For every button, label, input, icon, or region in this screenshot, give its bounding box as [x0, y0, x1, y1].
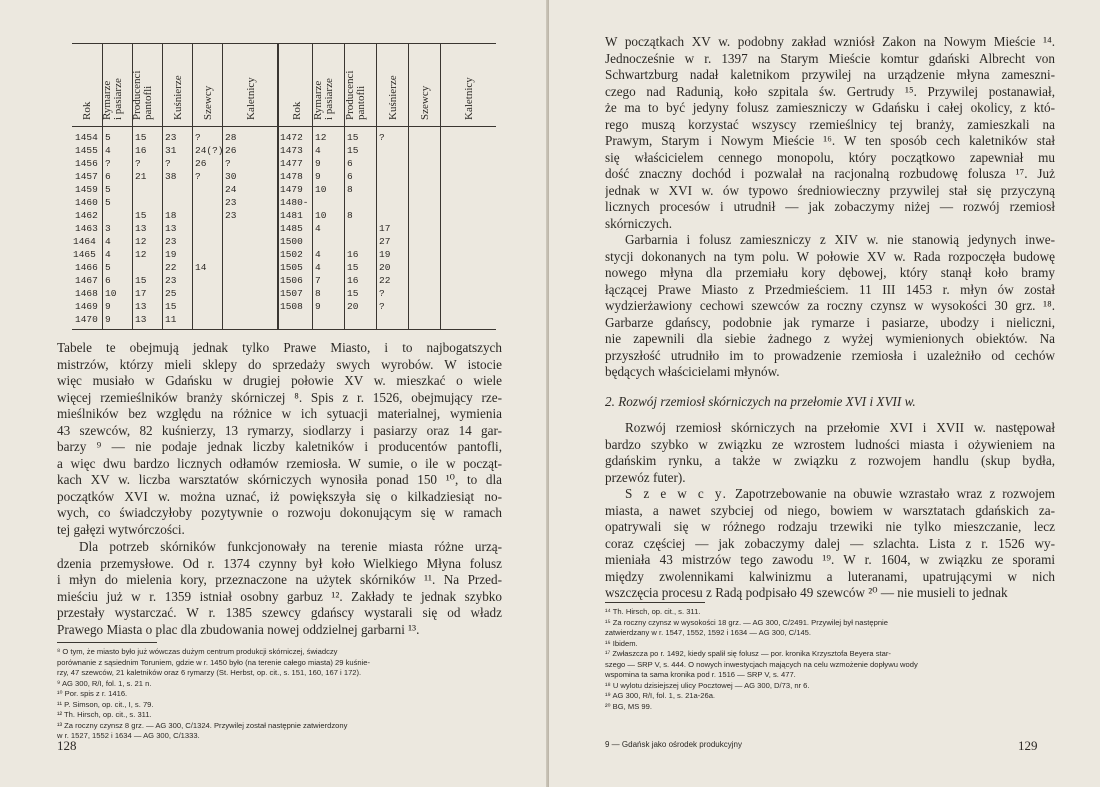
text-line: wych, co świadczyłoby pozytywnie o rozwoju dokonującym się w ramach — [57, 505, 502, 520]
table-cell: 1454 — [75, 132, 98, 143]
text-line: więc musiało w Gdańsku w drugiej połowie XV w. mieszkać o wiele — [57, 373, 502, 388]
left-footnotes: ⁸ O tym, że miasto było już wówczas dużym centrum produkcji skórniczej, świadczy porównanie z sąsiednim Toruniem, gdzie w r. 1450 było (na terenie całego miasta) 29 kuśnie- rzy, 47 szewców, 21 kaletników oraz 6 rymarzy (St. Herbst, op. cit., s. 151, 160, 167 i 172). ⁹ AG 300, R/I, fol. 1, s. 21 n. ¹⁰ Por. spis z r. 1416. ¹¹ P. Simson, op. cit., I, s. 79. ¹² Th. Hirsch, op. cit., s. 311. ¹³ Za roczny czynsz 8 grz. — AG 300, C/1324. Przywilej został następnie zatwierdzony w r. 1527, 1552 i 1634 — AG 300, C/1333. — [57, 647, 371, 740]
text-line: Garbarze gdańscy, podobnie jak rymarze i pasiarze, ubodzy i nieliczni, — [605, 314, 1055, 330]
table-cell: 22 — [165, 262, 177, 273]
text-line: wszczęcia procesu z Radą podpisało 49 szewców ²⁰ — nie musieli to jednak — [605, 585, 1008, 600]
text-line: dzenia przemysłowe. Od r. 1374 czynny był koło Wielkiego Młyna folusz — [57, 555, 502, 571]
text-line: wydzierżawiony cechowi szewców za roczny czynsz w wysokości 30 grz. ¹⁸. — [605, 298, 1055, 313]
table-column-header — [440, 44, 497, 126]
text-line: opatrywali się w różnego rodzaju trzewiki nie tylko mieszczanie, lecz — [605, 519, 1055, 534]
table-cell: 4 — [315, 262, 321, 273]
table-cell: 1465 — [73, 249, 96, 260]
table-cell: 24 — [225, 184, 237, 195]
table-cell: ? — [379, 132, 385, 143]
column-header-label: Rok — [81, 101, 93, 120]
footnote-rule — [57, 642, 157, 643]
footnote-rule — [605, 602, 705, 603]
table-cell: 1473 — [280, 145, 303, 156]
table-cell: 1470 — [75, 314, 98, 325]
table-column-rule — [132, 126, 133, 329]
column-header-label: Producenci pantofli — [131, 70, 154, 120]
text-line: jednak w XVI w. ów typowo średniowieczny przywilej stał się przyczyną — [605, 182, 1055, 198]
table-cell: ? — [165, 158, 171, 169]
right-paragraph-3 — [605, 420, 1055, 486]
text-line: łączącej Prawe Miasto z Przedmieściem. 11 III 1453 r. młyn ów został — [605, 281, 1055, 297]
table-cell: 9 — [315, 171, 321, 182]
table-cell: 4 — [105, 145, 111, 156]
table-column-header — [376, 44, 409, 126]
text-line: Tabele te obejmują jednak tylko Prawe Miasto, i to najbogatszych — [57, 340, 502, 355]
running-footer: 9 — Gdańsk jako ośrodek produkcyjny — [605, 740, 742, 749]
table-column-header — [344, 44, 377, 126]
table-cell: 8 — [315, 288, 321, 299]
table-cell: 38 — [165, 171, 177, 182]
table-column-rule — [312, 126, 313, 329]
table-cell: 1468 — [75, 288, 98, 299]
text-line: skórniczych. — [605, 215, 673, 231]
column-header-label: Rok — [290, 101, 303, 120]
text-line: tej gałęzi wytwórczości. — [57, 521, 185, 537]
text-line: przestały wystarczać. W r. 1385 szewcy gdańscy wystarali się od władz — [57, 605, 502, 620]
table-cell: 1455 — [75, 145, 98, 156]
table-column-header — [277, 44, 314, 126]
text-line: Dla potrzeb skórników funkcjonowały na terenie miasta różne urzą- — [79, 539, 502, 554]
table-cell: 1507 — [280, 288, 303, 299]
table-cell: 26 — [195, 158, 207, 169]
table-cell: 6 — [347, 171, 353, 182]
table-column-header — [222, 44, 278, 126]
table-cell: 24(?) — [195, 145, 224, 156]
text-line: Prawego Miasta o plac dla zbudowania nowej oddzielnej garbarni ¹³. — [57, 621, 420, 637]
table-cell: 1460 — [75, 197, 98, 208]
table-cell: 15 — [347, 132, 359, 143]
table-cell: 30 — [225, 171, 237, 182]
table-cell: 23 — [165, 236, 177, 247]
table-cell: ? — [195, 132, 201, 143]
run-in-heading: S z e w c y. — [625, 486, 728, 501]
table-cell: ? — [379, 301, 385, 312]
table-cell: 1478 — [280, 171, 303, 182]
table-cell: 14 — [195, 262, 207, 273]
table-column-rule — [162, 126, 163, 329]
text-line: stycji dokonanych na tym polu. W połowie XV w. Rada rozpoczęła budowę — [605, 248, 1055, 264]
table-cell: 27 — [379, 236, 391, 247]
text-line: że ma to być jedyny folusz zamieszniczy w Gdańsku i całej okolicy, z któ- — [605, 100, 1055, 115]
text-line: bardzo szybko w związku ze wzrostem ludności miasta i ożywieniem na — [605, 436, 1055, 452]
table-cell: ? — [135, 158, 141, 169]
table-cell: 15 — [135, 275, 147, 286]
table-cell: 6 — [105, 275, 111, 286]
column-header-label: Kaletnicy — [244, 77, 257, 120]
table-column-header — [132, 44, 163, 126]
text-line: dość znaczny dochód i pozwalał na racjonalną rozbudowę folusza ¹⁷. Już — [605, 166, 1055, 181]
column-header-label: Szewcy — [202, 85, 214, 120]
table-cell: 12 — [135, 249, 147, 260]
table-cell: 13 — [135, 301, 147, 312]
table-cell: 1469 — [75, 301, 98, 312]
text-line: mieniała 43 mistrzów tego zawodu ¹⁹. W r. 1604, w związku ze sporami — [605, 552, 1055, 567]
table-cell: 12 — [315, 132, 327, 143]
text-line: mieślników bez względu na różnice w ich sytuacji materialnej, wymienia — [57, 406, 502, 421]
table-column-header — [102, 44, 133, 126]
text-line: więcej rzemieślników branży skórniczej ⁸. Spis z r. 1526, obejmujący rze- — [57, 389, 502, 405]
table-column-rule — [440, 126, 441, 329]
column-header-label: Kuśnierze — [387, 75, 399, 120]
table-cell: 4 — [315, 145, 321, 156]
text-line: Garbarnia i folusz zamieszniczy z XIV w. nie stanowią jedynych inwe- — [625, 232, 1055, 247]
table-cell: 1456 — [75, 158, 98, 169]
page-number-right: 129 — [1018, 738, 1038, 753]
text-line: mistrzów, którzy mieli sklepy do sprzedaży swych wyrobów. W istocie — [57, 356, 502, 372]
text-line: rego muszą korzystać wszyscy rzemieślnicy tej branży, zamieszkali na — [605, 116, 1055, 132]
table-column-header — [192, 44, 223, 126]
table-cell: 8 — [347, 210, 353, 221]
table-cell: 4 — [105, 236, 111, 247]
column-header-label: Rymarze i pasiarze — [312, 78, 335, 120]
table-cell: 15 — [347, 145, 359, 156]
text-line: początków XVI w. można uznać, iż powiększyła się o kilkadziesiąt no- — [57, 488, 502, 504]
column-header-label: Szewcy — [419, 85, 431, 120]
text-line: 43 szewców, 82 kuśnierzy, 13 rymarzy, siodlarzy i pasiarzy oraz 14 gar- — [57, 422, 502, 438]
table-cell: 13 — [135, 223, 147, 234]
table-cell: 1462 — [75, 210, 98, 221]
text-line: przyszłość utrudniło im to prowadzenie rzemiosła i uzależniło od cechów — [605, 347, 1055, 363]
right-paragraph-4 — [605, 486, 1055, 602]
table-cell: 7 — [315, 275, 321, 286]
table-cell: 10 — [315, 210, 327, 221]
table-cell: 22 — [379, 275, 391, 286]
table-cell: 1459 — [75, 184, 98, 195]
table-cell: 1463 — [75, 223, 98, 234]
table-cell: 1502 — [280, 249, 303, 260]
table-cell: 25 — [165, 288, 177, 299]
table-cell: 12 — [135, 236, 147, 247]
table-cell: 1506 — [280, 275, 303, 286]
table-cell: 1467 — [75, 275, 98, 286]
text-line: nie zapewnili dla siebie żadnego z wyżej wymienionych obiektów. Na — [605, 331, 1055, 346]
text-line: a więc dwu bardzo licznych odłamów rzemiosła. W sumie, o ile w począt- — [57, 455, 502, 471]
table-cell: 28 — [225, 132, 237, 143]
left-page — [0, 0, 549, 787]
table-cell: 31 — [165, 145, 177, 156]
table-cell: 9 — [315, 301, 321, 312]
table-cell: 21 — [135, 171, 147, 182]
text-line: Rozwój rzemiosł skórniczych na przełomie XVI i XVII w. następował — [625, 420, 1055, 435]
table-cell: 20 — [379, 262, 391, 273]
table-cell: 15 — [135, 210, 147, 221]
text-line: kach XV w. liczba warsztatów skórniczych wynosiła ponad 150 ¹⁰, to dla — [57, 472, 502, 487]
text-line: barzy ⁹ — nie podaje jednak liczby kaletników i producentów pantofli, — [57, 439, 502, 454]
table-cell: 23 — [225, 210, 237, 221]
table-column-header — [312, 44, 345, 126]
table-column-rule — [192, 126, 193, 329]
text-line: miasta, a nawet szybciej od niego, bowiem w warsztatach gdańskich za- — [605, 502, 1055, 518]
table-column-header — [72, 44, 102, 126]
table-cell: ? — [225, 158, 231, 169]
table-cell: 16 — [347, 249, 359, 260]
table-cell: 13 — [135, 314, 147, 325]
table-cell: 6 — [105, 171, 111, 182]
table-cell: 23 — [165, 132, 177, 143]
table-cell: 6 — [347, 158, 353, 169]
column-header-label: Rymarze i pasiarze — [101, 78, 124, 120]
text-line: będących właścicielami młynów. — [605, 364, 780, 379]
table-cell: 9 — [105, 314, 111, 325]
text-line: nowego młyna dla przemiału kory dębowej, który stanął koło bramy — [605, 265, 1055, 280]
table-cell: 10 — [315, 184, 327, 195]
table-cell: 23 — [165, 275, 177, 286]
table-cell: 8 — [347, 184, 353, 195]
text-line: W początkach XV w. podobny zakład wzniósł Zakon na Nowym Mieście ¹⁴. — [605, 34, 1055, 49]
text-line: między zwolennikami kalwinizmu a luteranami, upatrującymi w nich — [605, 568, 1055, 584]
table-cell: 13 — [165, 223, 177, 234]
table-cell: 17 — [135, 288, 147, 299]
table-cell: 5 — [105, 132, 111, 143]
table-column-rule — [344, 126, 345, 329]
column-header-label: Kuśnierze — [172, 75, 184, 120]
table-cell: 26 — [225, 145, 237, 156]
table-cell: 17 — [379, 223, 391, 234]
column-header-label: Producenci pantofli — [344, 70, 367, 120]
table-cell: 15 — [347, 288, 359, 299]
text-line: Prawym, Starym i Nowym Mieście ¹⁶. W ten sposób cech kaletników stał — [605, 133, 1055, 148]
table-cell: 4 — [105, 249, 111, 260]
table-cell: 1481 — [280, 210, 303, 221]
text-line: przewóz futer). — [605, 469, 686, 485]
table-cell: 4 — [315, 249, 321, 260]
column-header-label: Kaletnicy — [463, 77, 475, 120]
table-column-rule — [408, 126, 409, 329]
text-line: licznych procesów i utrudnił — jak zobaczymy niżej — rozwój rzemiosł — [605, 199, 1055, 214]
text-line: mieściu już w r. 1359 istniał osobny garbuz ¹². Zakłady te jednak szybko — [57, 588, 502, 604]
table-cell: ? — [105, 158, 111, 169]
table-column-rule — [277, 126, 279, 329]
table-column-rule — [376, 126, 377, 329]
table-cell: 15 — [347, 262, 359, 273]
table-column-header — [408, 44, 441, 126]
table-cell: 1508 — [280, 301, 303, 312]
table-cell: ? — [379, 288, 385, 299]
table-cell: ? — [195, 171, 201, 182]
table-cell: 5 — [105, 184, 111, 195]
text-line: coraz częściej — jak zobaczymy dalej — szlachta. Lista z r. 1526 wy- — [605, 535, 1055, 551]
craftsmen-table — [72, 43, 496, 330]
table-cell: 5 — [105, 197, 111, 208]
left-paragraph-1 — [57, 340, 502, 538]
table-cell: 11 — [165, 314, 177, 325]
text-line: S z e w c y. Zapotrzebowanie na obuwie wzrastało wraz z rozwojem — [625, 486, 1055, 501]
table-cell: 1500 — [280, 236, 303, 247]
table-cell: 1505 — [280, 262, 303, 273]
page-number-left: 128 — [57, 738, 77, 753]
table-cell: 1479 — [280, 184, 303, 195]
table-header — [72, 44, 496, 127]
table-cell: 10 — [105, 288, 117, 299]
table-column-header — [162, 44, 193, 126]
right-paragraph-1 — [605, 34, 1055, 232]
table-cell: 1457 — [75, 171, 98, 182]
text-line: czego nad Radunią, koło szpitala św. Gertrudy ¹⁵. Przywilej postanawiał, — [605, 83, 1055, 99]
table-cell: 16 — [347, 275, 359, 286]
table-cell: 1477 — [280, 158, 303, 169]
table-cell: 3 — [105, 223, 111, 234]
table-cell: 1466 — [75, 262, 98, 273]
text-line: się właścicielem cennego monopolu, który początkowo zapewniał mu — [605, 149, 1055, 165]
text-line: Schwartzburg nadał kaletnikom przywilej na urządzenie młyna zameszni- — [605, 67, 1055, 82]
right-paragraph-2 — [605, 232, 1055, 381]
table-cell: 4 — [315, 223, 321, 234]
text-line: Jednocześnie w r. 1397 na Starym Mieście komtur gdański Albrecht von — [605, 50, 1055, 66]
table-cell: 5 — [105, 262, 111, 273]
table-cell: 15 — [165, 301, 177, 312]
text-line: i młyn do mielenia kory, przeznaczone na użytek skórników ¹¹. Na Przed- — [57, 572, 502, 587]
table-column-rule — [102, 126, 103, 329]
table-cell: 16 — [135, 145, 147, 156]
table-cell: 18 — [165, 210, 177, 221]
left-paragraph-2 — [57, 539, 502, 638]
table-cell: 1472 — [280, 132, 303, 143]
right-footnotes: ¹⁴ Th. Hirsch, op. cit., s. 311. ¹⁵ Za roczny czynsz w wysokości 18 grz. — AG 300, C/2491. Przywilej był następnie zatwierdzany w r. 1547, 1552, 1592 i 1634 — AG 300, C/145. ¹⁶ Ibidem. ¹⁷ Zwłaszcza po r. 1492, kiedy spalił się folusz — por. kronika Krzysztofa Beyera star- szego — SRP V, s. 444. O nowych inwestycjach mających na celu wzmożenie dopływu wody wspomina ta sama kronika pod r. 1516 — SRP V, s. 477. ¹⁸ U wylotu dzisiejszej ulicy Pocztowej — AG 300, D/73, nr 6. ¹⁹ AG 300, R/I, fol. 1, s. 21a-26a. ²⁰ BG, MS 99. — [605, 607, 918, 711]
table-cell: 1464 — [73, 236, 96, 247]
table-cell: 1480- — [280, 197, 309, 208]
section-heading: 2. Rozwój rzemiosł skórniczych na przełomie XVI i XVII w. — [605, 394, 916, 409]
text-line: gdańskim rynku, a także w związku z rozwojem handlu (skup bydła, — [605, 453, 1055, 468]
table-cell: 19 — [165, 249, 177, 260]
table-cell: 15 — [135, 132, 147, 143]
table-cell: 19 — [379, 249, 391, 260]
table-cell: 9 — [315, 158, 321, 169]
table-cell: 23 — [225, 197, 237, 208]
table-cell: 1485 — [280, 223, 303, 234]
table-cell: 9 — [105, 301, 111, 312]
table-cell: 20 — [347, 301, 359, 312]
